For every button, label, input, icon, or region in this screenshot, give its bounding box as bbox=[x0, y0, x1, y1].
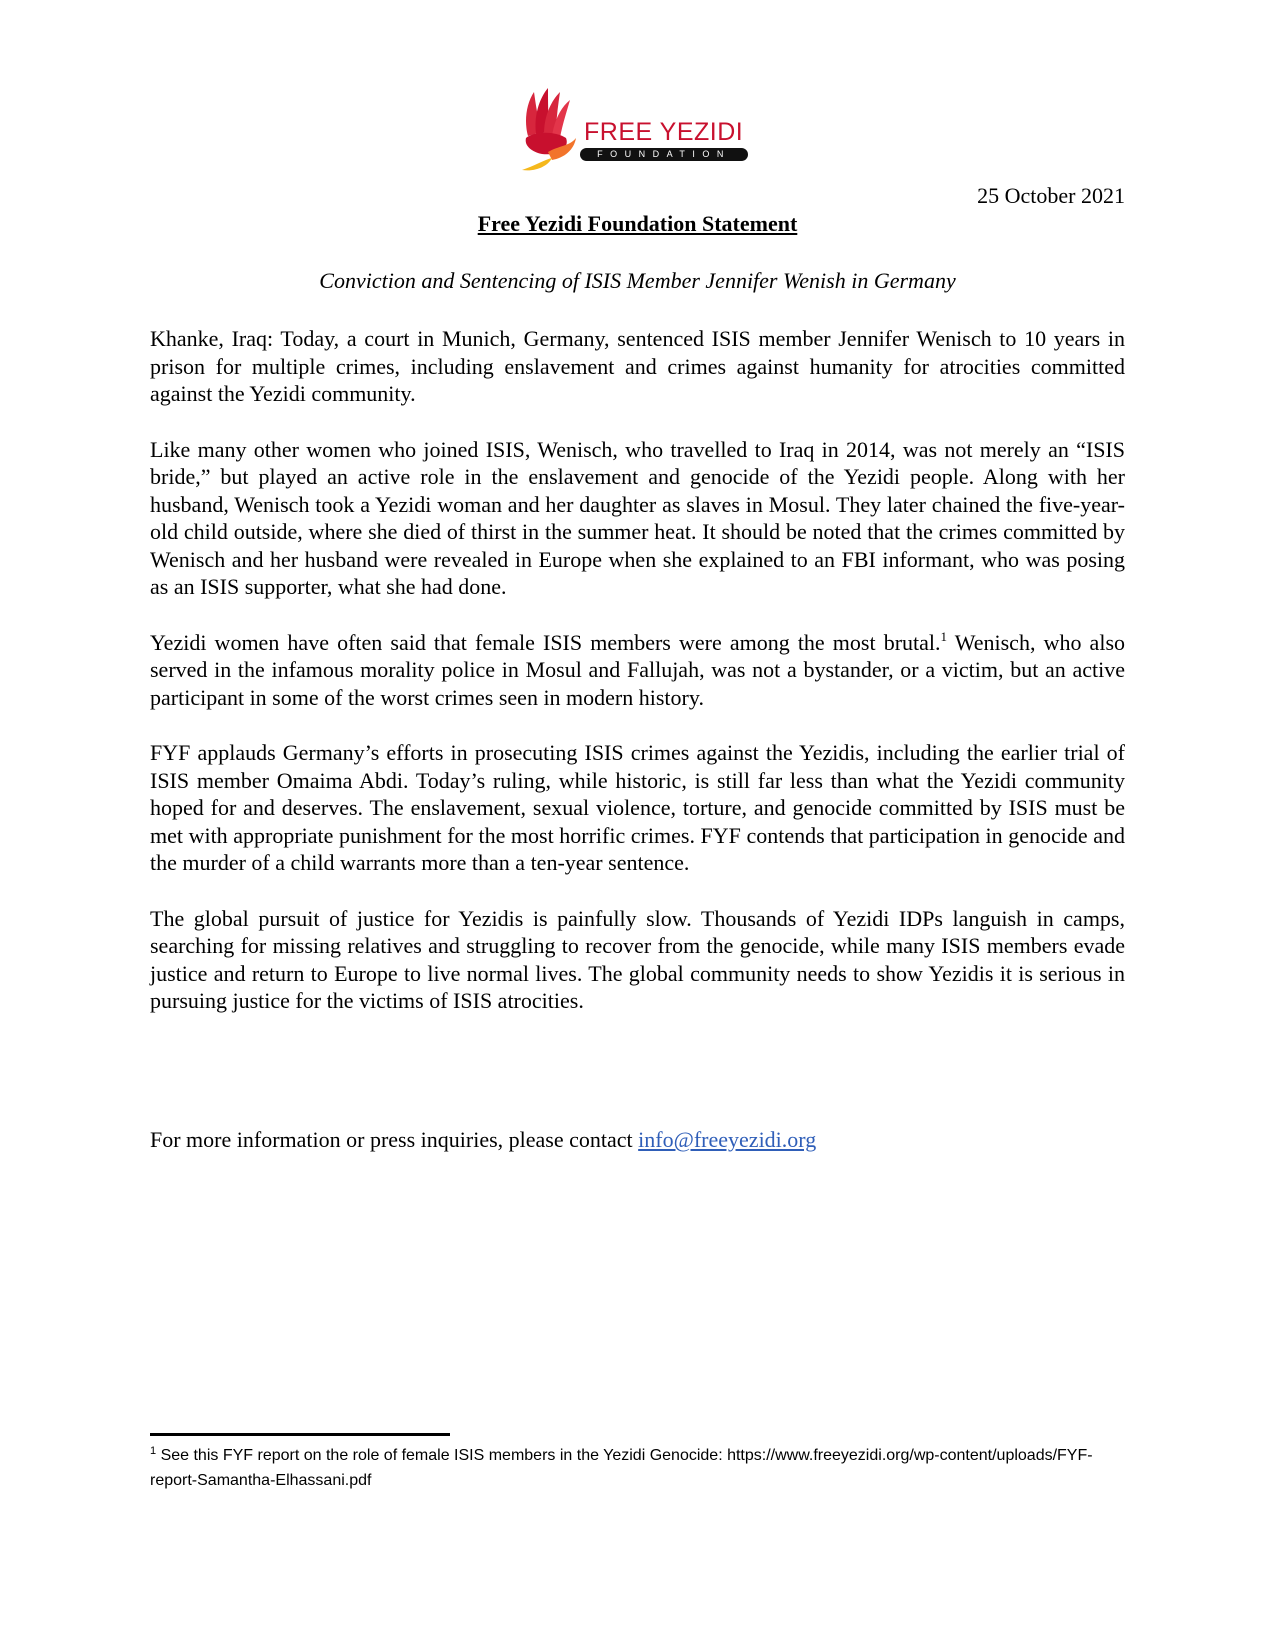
contact-email-link[interactable]: info@freeyezidi.org bbox=[638, 1127, 817, 1152]
paragraph-1: Khanke, Iraq: Today, a court in Munich, Germany, sentenced ISIS member Jennifer Wenisch to 10 years in prison for multiple crimes, including enslavement and crimes against humanity for atrocities committed against the Yezidi community. bbox=[150, 326, 1125, 406]
logo-tagline: FOUNDATION bbox=[580, 148, 748, 161]
contact-text: For more information or press inquiries, please contact bbox=[150, 1127, 639, 1152]
statement-title: Free Yezidi Foundation Statement bbox=[477, 211, 798, 236]
paragraph-3-text-end: Wenisch, who also served in the infamous morality police in Mosul and Fallujah, was not a bystander, or a victim, but an active participant in some of the worst crimes seen in modern history. bbox=[150, 629, 1125, 710]
footnote-text: See this FYF report on the role of female ISIS members in the Yezidi Genocide: https://www.freeyezidi.org/wp-content/uploads/FYF-report-Samantha-Elhassani.pdf bbox=[150, 1447, 1093, 1489]
logo-wordmark: FREE YEZIDI bbox=[584, 118, 744, 146]
paragraph-3-text-start: Yezidi women have often said that female ISIS members were among the most brutal. bbox=[150, 629, 941, 655]
footnote bbox=[150, 1443, 1100, 1493]
statement-subtitle: Conviction and Sentencing of ISIS Member Jennifer Wenish in Germany bbox=[319, 268, 956, 293]
statement-date: 25 October 2021 bbox=[977, 183, 1125, 208]
paragraph-2: Like many other women who joined ISIS, Wenisch, who travelled to Iraq in 2014, was not merely an “ISIS bride,” but played an active role in the enslavement and genocide of the Yezidi people. Along with her husband, Wenisch took a Yezidi woman and her daughter as slaves in Mosul. They later chained the five-year-old child outside, where she died of thirst in the summer heat. It should be noted that the crimes committed by Wenisch and her husband were revealed in Europe when she explained to an FBI informant, who was posing as an ISIS supporter, what she had done. bbox=[150, 436, 1125, 599]
free-yezidi-logo bbox=[518, 86, 758, 172]
footnote-reference: 1 bbox=[940, 628, 948, 644]
footnote-divider bbox=[150, 1433, 450, 1436]
footnote-number: 1 bbox=[150, 1445, 157, 1457]
contact-line bbox=[150, 1127, 816, 1153]
paragraph-5: The global pursuit of justice for Yezidis is painfully slow. Thousands of Yezidi IDPs languish in camps, searching for missing relatives and struggling to recover from the genocide, while many ISIS members evade justice and return to Europe to live normal lives. The global community needs to show Yezidis it is serious in pursuing justice for the victims of ISIS atrocities. bbox=[150, 905, 1125, 1013]
paragraph-4: FYF applauds Germany’s efforts in prosecuting ISIS crimes against the Yezidis, including the earlier trial of ISIS member Omaima Abdi. Today’s ruling, while historic, is still far less than what the Yezidi community hoped for and deserves. The enslavement, sexual violence, torture, and genocide committed by ISIS must be met with appropriate punishment for the most horrific crimes. FYF contends that participation in genocide and the murder of a child warrants more than a ten-year sentence. bbox=[150, 740, 1125, 875]
paragraph-3 bbox=[150, 629, 1125, 712]
statement-body bbox=[150, 325, 1125, 1043]
